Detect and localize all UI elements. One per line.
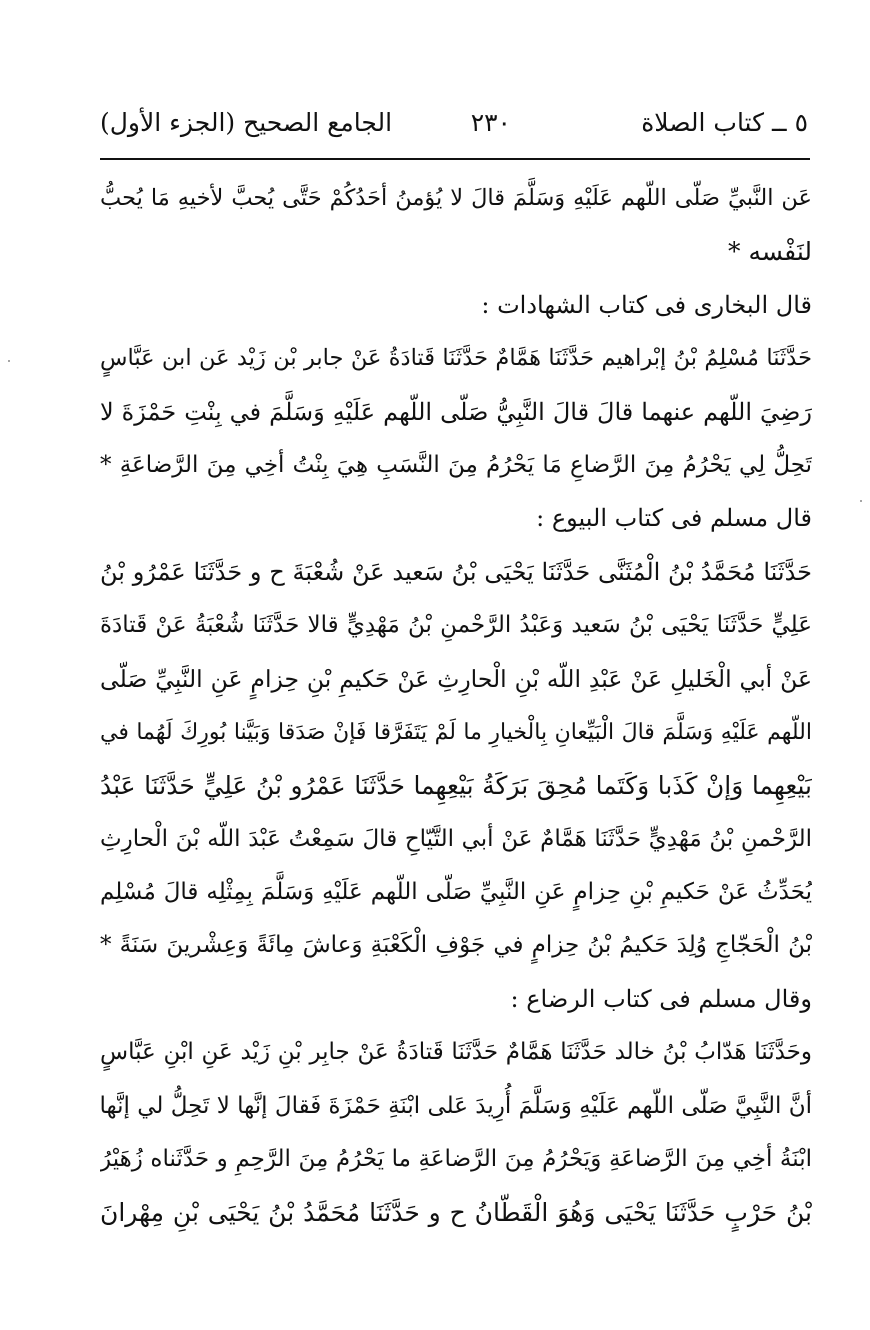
text-line: تَحِلُّ لِي يَحْرُمُ مِنَ الرَّضاعِ مَا يَحْرُمُ مِنَ النَّسَبِ هِيَ بِنْتُ أخِي مِنَ الرَّضاعَةِ * bbox=[100, 451, 812, 478]
text-line: رَضِيَ اللّهم عنهما قالَ قالَ النَّبِيُّ صَلّى اللّهم عَلَيْهِ وَسَلَّمَ في بِنْتِ حَمْزَةَ لا bbox=[100, 397, 812, 426]
book-title: الجامع الصحيح (الجزء الأول) bbox=[100, 108, 393, 137]
running-header bbox=[100, 108, 808, 148]
text-line: الرَّحْمنِ بْنُ مَهْدِيٍّ حَدَّثَنَا هَمَّامٌ عَنْ أبي التَّيّاحِ قالَ سَمِعْتُ عَبْدَ اللّه بْنَ الْحارِثِ bbox=[100, 825, 812, 852]
scan-speck bbox=[860, 500, 862, 502]
text-line: ابْنَةُ أخِي مِنَ الرَّضاعَةِ وَيَحْرُمُ مِنَ الرَّضاعَةِ ما يَحْرُمُ مِنَ الرَّحِمِ و حَدَّثَناه زُهَيْرُ bbox=[100, 1146, 812, 1173]
text-line: عَلِيٍّ حَدَّثَنَا يَحْيَى بْنُ سَعيد وَعَبْدُ الرَّحْمنِ بْنُ مَهْدِيٍّ قالا حَدَّثَنَا شُعْبَةُ عَنْ قَتادَةَ bbox=[100, 612, 812, 639]
text-line: اللّهم عَلَيْهِ وَسَلَّمَ قالَ الْبَيِّعانِ بِالْخيارِ ما لَمْ يَتَفَرَّقا فَإنْ صَدَقا وَبَيَّنا بُورِكَ لَهُما في bbox=[100, 719, 812, 745]
text-line: عَن النَّبيِّ صَلّى اللّهم عَلَيْهِ وَسَلَّمَ قالَ لا يُؤمنُ أحَدُكُمْ حَتَّى يُحبَّ لأخيهِ مَا يُحبُّ bbox=[100, 185, 812, 211]
header-rule bbox=[100, 158, 810, 160]
text-line: حَدَّثَنَا مُحَمَّدُ بْنُ الْمُثَنَّى حَدَّثَنَا يَحْيَى بْنُ سَعيد عَنْ شُعْبَةَ ح و حَدَّثَنَا عَمْرُو بْنُ bbox=[100, 557, 812, 586]
text-line: حَدَّثَنَا مُسْلِمُ بْنُ إبْراهيم حَدَّثَنَا هَمَّامٌ حَدَّثَنَا قَتادَةُ عَنْ جابر بْن زَيْد عَن ابن عَبَّاسٍ bbox=[100, 345, 812, 372]
text-line: يُحَدِّثُ عَنْ حَكيمِ بْنِ حِزامٍ عَنِ النَّبِيِّ صَلّى اللّهم عَلَيْهِ وَسَلَّمَ بِمِثْلِه قالَ مُسْلِم bbox=[100, 879, 812, 906]
hadith-text bbox=[100, 172, 812, 1240]
text-line: عَنْ أبي الْخَليلِ عَنْ عَبْدِ اللّه بْنِ الْحارِثِ عَنْ حَكيمِ بْنِ حِزامٍ عَنِ النَّبِيِّ صَلّى bbox=[100, 664, 812, 693]
chapter-title: ٥ ــ كتاب الصلاة bbox=[641, 108, 808, 137]
section-heading: وقال مسلم فى كتاب الرضاع : bbox=[510, 984, 812, 1013]
text-line: بْنُ حَرْبٍ حَدَّثَنَا يَحْيَى وَهُوَ الْقَطّانُ ح و حَدَّثَنَا مُحَمَّدُ بْنُ يَحْيَى بْنِ مِهْرانَ bbox=[100, 1198, 812, 1228]
text-line: أنَّ النَّبِيَّ صَلّى اللّهم عَلَيْهِ وَسَلَّمَ أُرِيدَ عَلى ابْنَةِ حَمْزَةَ فَقالَ إنَّها لا تَحِلُّ لي إنَّها bbox=[100, 1092, 812, 1119]
scan-speck bbox=[8, 360, 10, 362]
page-number: ٢٣٠ bbox=[470, 108, 511, 137]
section-heading: قال البخارى فى كتاب الشهادات : bbox=[481, 290, 812, 319]
text-line: بْنُ الْحَجّاجِ وُلِدَ حَكيمُ بْنُ حِزامٍ في جَوْفِ الْكَعْبَةِ وَعاشَ مِائَةً وَعِشْرينَ سَنَةً * bbox=[100, 932, 812, 959]
text-line: لنَفْسه * bbox=[728, 237, 812, 267]
text-line: وحَدَّثَنَا هَدّابُ بْنُ خالد حَدَّثَنَا هَمَّامٌ حَدَّثَنَا قَتادَةُ عَنْ جابِر بْنِ زَيْد عَنِ ابْنِ عَبَّاسٍ bbox=[100, 1039, 812, 1066]
section-heading: قال مسلم فى كتاب البيوع : bbox=[536, 504, 812, 533]
text-line: بَيْعِهِما وَإنْ كَذَبا وَكَتَما مُحِقَ بَرَكَةُ بَيْعِهِما حَدَّثَنَا عَمْرُو بْنُ عَلِيٍّ حَدَّثَنَا عَبْدُ bbox=[100, 771, 812, 801]
